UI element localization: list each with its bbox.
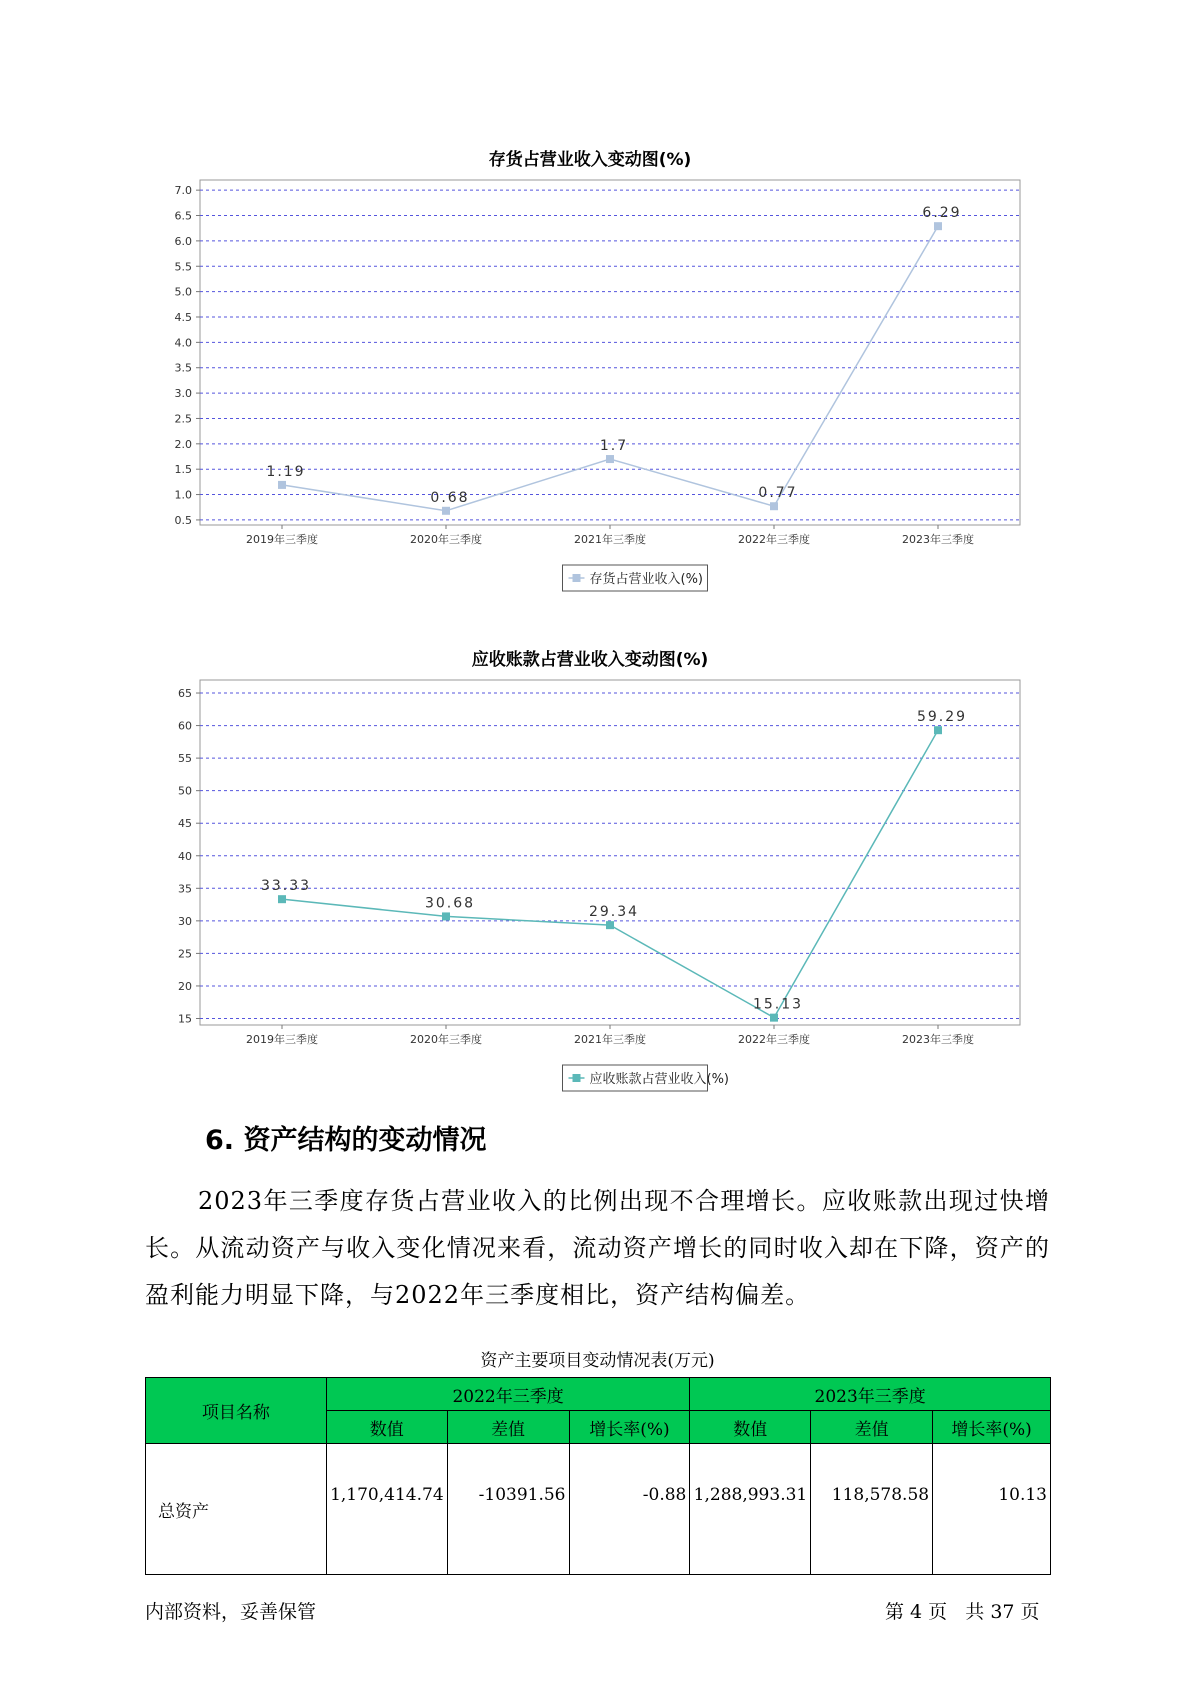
data-label: 1.7 [599,438,629,455]
y-tick-label: 4.0 [174,336,192,350]
y-tick-label: 3.0 [174,387,192,401]
y-tick-label: 6.5 [174,209,192,223]
data-point [934,222,942,230]
data-point [770,502,778,510]
cell-b-diff: 118,578.58 [811,1444,933,1575]
y-tick-label: 65 [178,687,192,701]
data-label: 0.68 [430,489,470,506]
cell-b-value: 1,288,993.31 [690,1444,811,1575]
y-tick-label: 5.5 [174,260,192,274]
header-diff: 差值 [447,1411,569,1444]
y-tick-label: 40 [178,849,192,863]
plot-area [200,180,1020,525]
header-period-2022: 2022年三季度 [326,1378,690,1411]
legend-label: 存货占营业收入(%) [589,572,703,587]
x-tick-label: 2020年三季度 [410,1033,482,1046]
footer-right: 第 4 页 共 37 页 [885,1601,1040,1623]
y-tick-label: 30 [178,914,192,928]
y-tick-label: 50 [178,784,192,798]
legend-marker [573,1074,581,1082]
data-label: 29.34 [588,904,640,921]
data-label: 15.13 [752,996,804,1013]
assets-table [145,1377,1051,1575]
header-period-2023: 2023年三季度 [690,1378,1051,1411]
y-tick-label: 2.5 [174,412,192,426]
data-label: 6.29 [922,205,962,222]
y-tick-label: 0.5 [174,513,192,527]
x-tick-label: 2023年三季度 [902,533,974,546]
data-label: 30.68 [424,895,476,912]
y-tick-label: 60 [178,719,192,733]
y-tick-label: 1.0 [174,488,192,502]
y-tick-label: 1.5 [174,463,192,477]
header-value: 数值 [690,1411,811,1444]
y-tick-label: 25 [178,947,192,961]
data-label: 1.19 [266,463,306,480]
data-point [770,1014,778,1022]
header-item-name: 项目名称 [146,1378,327,1444]
data-label: 0.77 [758,485,798,502]
data-label: 59.29 [916,709,968,726]
data-point [442,507,450,515]
x-tick-label: 2021年三季度 [574,533,646,546]
section-paragraph: 2023年三季度存货占营业收入的比例出现不合理增长。应收账款出现过快增长。从流动资产与收入变化情况来看，流动资产增长的同时收入却在下降，资产的盈利能力明显下降，与2022年三季度相比，资产结构偏差。 [145,1187,1050,1309]
y-tick-label: 15 [178,1012,192,1026]
y-tick-label: 5.0 [174,285,192,299]
chart-title: 应收账款占营业收入变动图(%) [471,650,709,670]
table-caption: 资产主要项目变动情况表(万元) [480,1351,715,1371]
x-tick-label: 2020年三季度 [410,533,482,546]
plot-area [200,680,1020,1025]
y-tick-label: 45 [178,817,192,831]
x-tick-label: 2019年三季度 [246,533,318,546]
inventory-chart [150,140,1030,590]
cell-a-value: 1,170,414.74 [326,1444,447,1575]
header-value: 数值 [326,1411,447,1444]
legend-label: 应收账款占营业收入(%) [589,1072,729,1087]
x-tick-label: 2019年三季度 [246,1033,318,1046]
x-tick-label: 2022年三季度 [738,533,810,546]
data-point [606,455,614,463]
data-point [442,912,450,920]
data-point [278,895,286,903]
cell-a-diff: -10391.56 [447,1444,569,1575]
data-point [278,481,286,489]
inventory-chart-svg [150,170,1030,610]
y-tick-label: 2.0 [174,437,192,451]
legend-marker [573,574,581,582]
header-diff: 差值 [811,1411,933,1444]
data-point [606,921,614,929]
y-tick-label: 3.5 [174,361,192,375]
x-tick-label: 2022年三季度 [738,1033,810,1046]
data-point [934,726,942,734]
x-tick-label: 2023年三季度 [902,1033,974,1046]
receivables-chart [150,640,1030,1090]
cell-a-rate: -0.88 [569,1444,690,1575]
chart-title: 存货占营业收入变动图(%) [488,150,692,170]
section-heading: 6. 资产结构的变动情况 [205,1125,487,1156]
y-tick-label: 35 [178,882,192,896]
receivables-chart-svg [150,670,1030,1110]
y-tick-label: 6.0 [174,234,192,248]
data-label: 33.33 [260,878,312,895]
table-row [146,1444,1051,1575]
header-rate: 增长率(%) [933,1411,1051,1444]
y-tick-label: 20 [178,979,192,993]
y-tick-label: 55 [178,752,192,766]
x-tick-label: 2021年三季度 [574,1033,646,1046]
row-name: 总资产 [146,1444,327,1575]
y-tick-label: 4.5 [174,310,192,324]
header-rate: 增长率(%) [569,1411,690,1444]
cell-b-rate: 10.13 [933,1444,1051,1575]
y-tick-label: 7.0 [174,184,192,198]
footer-left: 内部资料，妥善保管 [145,1601,317,1623]
